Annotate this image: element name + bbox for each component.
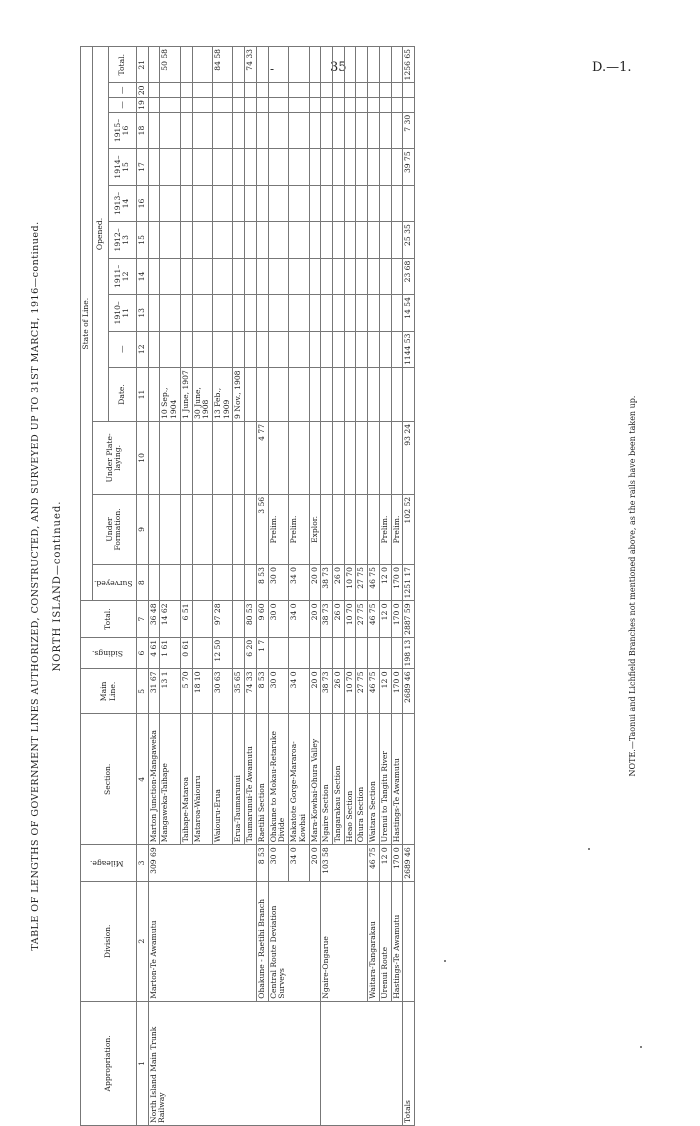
col-1915: 1915–16 bbox=[108, 112, 136, 148]
table-row: Taumarunui-Te Awamutu 74 33 6 20 80 53 74 33 bbox=[245, 47, 257, 1126]
appropriation-cell: North Island Main Trunk Railway bbox=[148, 1001, 321, 1125]
table-row: North Island Main Trunk Railway Marton-Te Awamutu 309 69 Marton Junction-Mangaweka 31 67 4 61 36 48 bbox=[148, 47, 160, 1126]
col-grand-total: Total. bbox=[108, 47, 136, 83]
col-1910: 1910–11 bbox=[108, 295, 136, 331]
col-surveyed: Surveyed. bbox=[92, 565, 136, 601]
col-total: Total. bbox=[81, 601, 137, 637]
table-row: Erua-Taumarunui 35 65 9 Nov., 1908 bbox=[233, 47, 245, 1126]
mileage-cell: 309 69 bbox=[148, 845, 256, 881]
table-row: Mataroa-Waiouru 18 10 30 June, 1908 bbox=[192, 47, 212, 1126]
col-sidings: Sidings. bbox=[81, 637, 137, 669]
col-section: Section. bbox=[81, 714, 137, 845]
table-row: Central Route Deviation Surveys 30 0 Ohakune to Mokau-Retaruke Divide 30 0 30 0 30 0 Prelim. bbox=[268, 47, 288, 1126]
col-under-platelaying: Under Plate-laying. bbox=[92, 421, 136, 494]
table-subtitle: NORTH ISLAND—continued. bbox=[52, 500, 63, 672]
col-division: Division. bbox=[81, 881, 137, 1001]
col-year-blank-2: — bbox=[108, 98, 136, 113]
table-row: Ngaire-Ongarue 103 58 Ngaire Section 38 73 38 73 38 73 bbox=[321, 47, 333, 1126]
col-opened: Opened. bbox=[92, 47, 108, 422]
table-row: Taihape-Mataroa 5 70 0 61 6 51 1 June, 1907 bbox=[180, 47, 192, 1126]
header-dash: - bbox=[270, 62, 275, 76]
col-1912: 1912–13 bbox=[108, 222, 136, 258]
col-mileage: Mileage. bbox=[81, 845, 137, 881]
col-1913: 1913–14 bbox=[108, 185, 136, 221]
col-1911: 1911–12 bbox=[108, 258, 136, 294]
totals-row: Totals 2689 46 2689 46 198 13 2887 59 1251 17 102 52 93 24 1144 53 14 54 23 68 25 35 39 75 7 30 1256 65 bbox=[403, 47, 415, 1126]
division-cell: Marton-Te Awamutu bbox=[148, 881, 256, 1001]
col-date: Date. bbox=[108, 367, 136, 421]
document-reference: D.—1. bbox=[592, 60, 632, 75]
col-main-line: Main Line. bbox=[81, 669, 137, 714]
table-row: 34 0 Makatote Gorge-Mararoa-Kowhai 34 0 34 0 34 0 Prelim. bbox=[289, 47, 309, 1126]
col-1914: 1914–15 bbox=[108, 149, 136, 185]
table-row: 20 0 Mara-Kowhai-Ohura Valley 20 0 20 0 20 0 Explor. bbox=[309, 47, 321, 1126]
table-row: Mangaweka-Taihape 13 1 1 61 14 62 10 Sep., 1904 50 58 bbox=[160, 47, 180, 1126]
table-row: Ohakune - Raetihi Branch 8 53 Raetihi Section 8 53 1 7 9 60 8 53 3 56 4 77 bbox=[256, 47, 268, 1126]
table-row: Tangarakau Section 26 0 26 0 26 0 bbox=[332, 47, 344, 1126]
column-number-row: 1 2 3 4 5 6 7 8 9 10 11 12 13 14 15 16 17 18 19 20 21 bbox=[137, 47, 149, 1126]
col-year-blank-3: — bbox=[108, 83, 136, 98]
col-appropriation: Appropriation. bbox=[81, 1001, 137, 1125]
rotated-table-page bbox=[30, 46, 670, 1126]
speck-mark bbox=[444, 960, 446, 962]
table-title: TABLE OF LENGTHS OF GOVERNMENT LINES AUTHORIZED, CONSTRUCTED, AND SURVEYED UP TO 31ST MARCH, 1916—continued. bbox=[30, 221, 41, 951]
table-row: Waitara-Tangarakau 46 75 Waitara Section 46 75 46 75 46 75 bbox=[368, 47, 380, 1126]
lengths-table bbox=[80, 46, 415, 1126]
col-year-blank-1: — bbox=[108, 331, 136, 367]
totals-label: Totals bbox=[403, 1001, 415, 1125]
table-row: Waiouru-Erua 30 63 12 50 97 28 13 Feb., 1909 84 58 bbox=[213, 47, 233, 1126]
table-note: NOTE.—Taonui and Lichfield Branches not mentioned above, as the rails have been taken up. bbox=[628, 395, 637, 777]
table-row: Heao Section 10 70 10 70 10 70 bbox=[344, 47, 356, 1126]
col-state-of-line: State of Line. bbox=[81, 47, 93, 601]
col-under-formation: Under Formation. bbox=[92, 494, 136, 564]
table-row: Hastings-Te Awamutu 170 0 Hastings-Te Awamutu 170 0 170 0 170 0 Prelim. bbox=[391, 47, 403, 1126]
table-row: Urenui Route 12 0 Urenui to Tangitu River 12 0 12 0 12 0 Prelim. bbox=[379, 47, 391, 1126]
table-row: Ohura Section 27 75 27 75 27 75 bbox=[356, 47, 368, 1126]
page-number: 35 bbox=[330, 60, 347, 75]
speck-mark bbox=[640, 1046, 642, 1048]
speck-mark bbox=[588, 848, 590, 850]
